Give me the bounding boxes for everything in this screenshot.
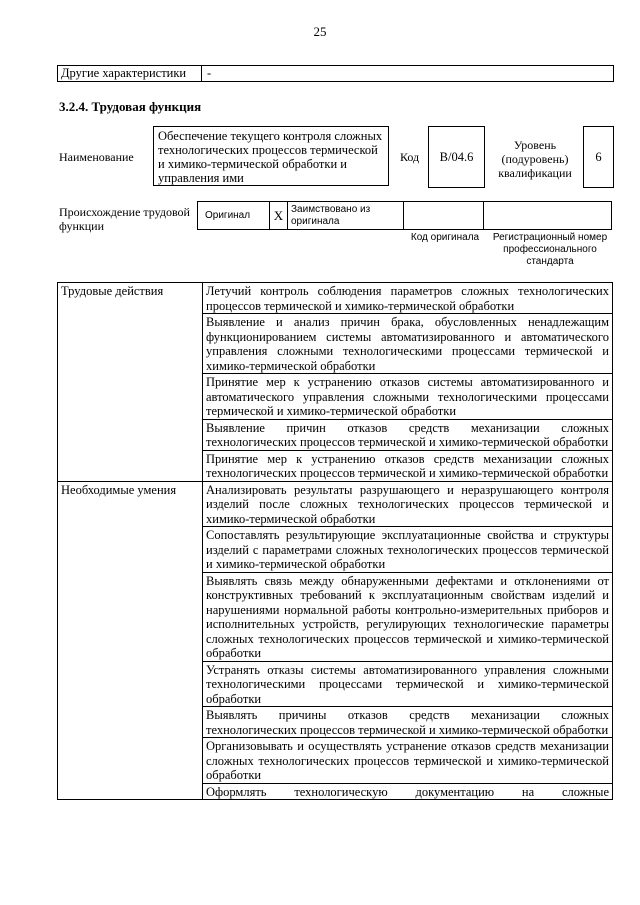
origin-row: [197, 201, 612, 230]
category-required-skills: Необходимые умения: [58, 481, 203, 800]
original-code-cell: [404, 202, 484, 229]
table-cell: Сопоставлять результирующие эксплуатационные свойства и структуры изделий с параметрами сложных технологических процессов термической и химико-термической обработки: [203, 527, 613, 573]
registration-number-cell: [484, 202, 611, 229]
table-cell: Выявление причин отказов средств механизации сложных технологических процессов термической и химико-термической обработки: [203, 419, 613, 450]
original-label: Оригинал: [198, 202, 270, 229]
table-row: [58, 481, 613, 527]
original-mark: X: [270, 202, 288, 229]
table-cell: Принятие мер к устранению отказов средств механизации сложных технологических процессов термической и химико-термической обработки: [203, 450, 613, 481]
name-label: Наименование: [59, 150, 134, 164]
table-cell: Выявление и анализ причин брака, обусловленных ненадлежащим функционированием системы автоматизированного и автоматического управления сложными технологическими процессами термической и химико-термической обработки: [203, 314, 613, 374]
page-number: 25: [313, 24, 327, 39]
labor-function-table: [57, 282, 613, 800]
section-title: 3.2.4. Трудовая функция: [59, 99, 202, 114]
other-characteristics-value: -: [207, 66, 212, 80]
origin-label: Происхождение трудовой функции: [59, 205, 190, 233]
function-name: Обеспечение текущего контроля сложных технологических процессов термической и химико-термической обработки и управления ими: [153, 126, 389, 186]
table-cell: Анализировать результаты разрушающего и неразрушающего контроля изделий после сложных технологических процессов термической и химико-термической обработки: [203, 481, 613, 527]
table-cell: Летучий контроль соблюдения параметров сложных технологических процессов термической и химико-термической обработки: [203, 283, 613, 314]
table-cell: Устранять отказы системы автоматизированного управления сложными технологическими процессами термической и химико-термической обработки: [203, 661, 613, 707]
other-characteristics-label: Другие характеристики: [58, 66, 202, 81]
other-characteristics-row: [57, 65, 614, 82]
table-row: [58, 283, 613, 314]
borrowed-label: Заимствовано из оригинала: [288, 202, 404, 229]
function-code: B/04.6: [428, 126, 485, 188]
table-cell: Выявлять причины отказов средств механизации сложных технологических процессов термической и химико-термической обработки: [203, 707, 613, 738]
table-cell: Выявлять связь между обнаруженными дефектами и отклонениями от конструктивных требований к эксплуатационным свойствам изделий и нарушениями нормальной работы контрольно-измерительных приборов и исполнительных устройств, регулирующих технологические параметры сложных технологических процессов термической и химико-термической обработки: [203, 572, 613, 661]
code-label: Код: [400, 150, 420, 164]
qualification-level-value: 6: [583, 126, 614, 188]
table-cell: Оформлять технологическую документацию на сложные: [203, 783, 613, 800]
category-labor-actions: Трудовые действия: [58, 283, 203, 482]
table-cell: Принятие мер к устранению отказов системы автоматизированного и автоматического управления сложными технологическими процессами термической и химико-термической обработки: [203, 374, 613, 420]
registration-number-caption: Регистрационный номер профессионального стандарта: [492, 232, 608, 267]
table-cell: Организовывать и осуществлять устранение отказов средств механизации сложных технологических процессов термической и химико-термической обработки: [203, 738, 613, 784]
qualification-level-label: Уровень (подуровень) квалификации: [498, 138, 572, 180]
original-code-caption: Код оригинала: [410, 232, 480, 243]
